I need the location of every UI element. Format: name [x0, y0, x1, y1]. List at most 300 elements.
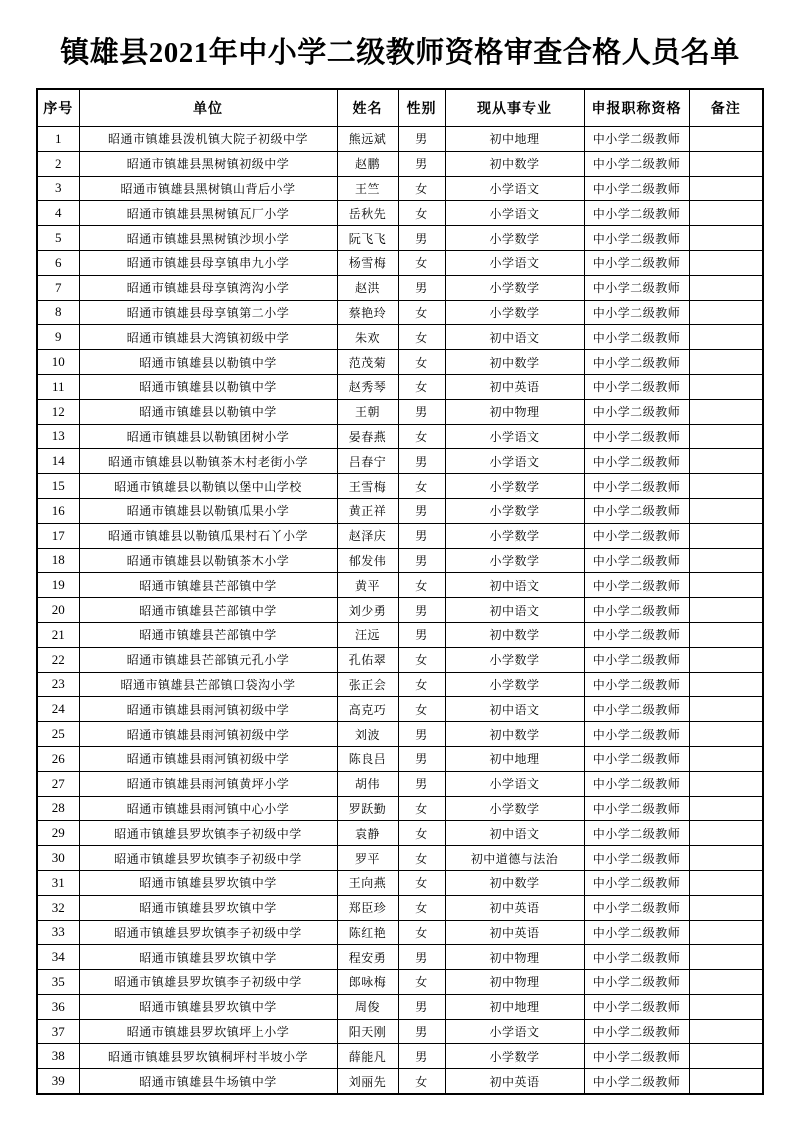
header-remark: 备注 — [689, 89, 763, 127]
cell-name: 赵洪 — [337, 275, 398, 300]
cell-gender: 女 — [398, 672, 445, 697]
cell-unit: 昭通市镇雄县黑树镇瓦厂小学 — [79, 201, 337, 226]
table-row — [37, 895, 763, 920]
cell-gender: 女 — [398, 970, 445, 995]
cell-name: 袁静 — [337, 821, 398, 846]
cell-qualification: 中小学二级教师 — [584, 474, 689, 499]
cell-name: 郑臣珍 — [337, 895, 398, 920]
table-row — [37, 1069, 763, 1094]
cell-unit: 昭通市镇雄县以勒镇中学 — [79, 374, 337, 399]
cell-gender: 男 — [398, 523, 445, 548]
cell-gender: 女 — [398, 920, 445, 945]
cell-unit: 昭通市镇雄县罗坎镇李子初级中学 — [79, 846, 337, 871]
cell-qualification: 中小学二级教师 — [584, 920, 689, 945]
cell-unit: 昭通市镇雄县芒部镇中学 — [79, 598, 337, 623]
cell-unit: 昭通市镇雄县罗坎镇李子初级中学 — [79, 821, 337, 846]
cell-gender: 男 — [398, 598, 445, 623]
cell-no: 14 — [37, 449, 79, 474]
cell-no: 24 — [37, 697, 79, 722]
cell-remark — [689, 920, 763, 945]
cell-name: 王竺 — [337, 176, 398, 201]
cell-no: 26 — [37, 746, 79, 771]
header-no: 序号 — [37, 89, 79, 127]
cell-remark — [689, 250, 763, 275]
cell-remark — [689, 449, 763, 474]
table-row — [37, 920, 763, 945]
cell-unit: 昭通市镇雄县以勒镇以堡中山学校 — [79, 474, 337, 499]
cell-gender: 男 — [398, 498, 445, 523]
cell-no: 1 — [37, 127, 79, 152]
cell-subject: 小学数学 — [445, 548, 584, 573]
cell-subject: 初中物理 — [445, 399, 584, 424]
cell-no: 20 — [37, 598, 79, 623]
table-row — [37, 821, 763, 846]
cell-gender: 男 — [398, 722, 445, 747]
table-row — [37, 746, 763, 771]
cell-qualification: 中小学二级教师 — [584, 1069, 689, 1094]
cell-gender: 男 — [398, 1019, 445, 1044]
table-row — [37, 350, 763, 375]
cell-subject: 初中语文 — [445, 697, 584, 722]
cell-remark — [689, 970, 763, 995]
header-unit: 单位 — [79, 89, 337, 127]
cell-gender: 女 — [398, 250, 445, 275]
cell-qualification: 中小学二级教师 — [584, 994, 689, 1019]
cell-unit: 昭通市镇雄县雨河镇中心小学 — [79, 796, 337, 821]
header-qualification: 申报职称资格 — [584, 89, 689, 127]
cell-gender: 男 — [398, 622, 445, 647]
cell-remark — [689, 523, 763, 548]
cell-no: 31 — [37, 870, 79, 895]
cell-unit: 昭通市镇雄县雨河镇初级中学 — [79, 697, 337, 722]
cell-remark — [689, 746, 763, 771]
cell-remark — [689, 722, 763, 747]
cell-subject: 初中英语 — [445, 895, 584, 920]
cell-gender: 女 — [398, 647, 445, 672]
cell-unit: 昭通市镇雄县黑树镇山背后小学 — [79, 176, 337, 201]
cell-subject: 小学语文 — [445, 1019, 584, 1044]
cell-no: 11 — [37, 374, 79, 399]
cell-gender: 女 — [398, 821, 445, 846]
table-row — [37, 771, 763, 796]
cell-unit: 昭通市镇雄县母享镇第二小学 — [79, 300, 337, 325]
cell-gender: 女 — [398, 176, 445, 201]
cell-unit: 昭通市镇雄县母享镇串九小学 — [79, 250, 337, 275]
table-row — [37, 672, 763, 697]
cell-subject: 初中地理 — [445, 746, 584, 771]
cell-name: 陈红艳 — [337, 920, 398, 945]
cell-subject: 初中地理 — [445, 994, 584, 1019]
cell-gender: 女 — [398, 201, 445, 226]
cell-no: 32 — [37, 895, 79, 920]
cell-subject: 初中数学 — [445, 350, 584, 375]
cell-remark — [689, 895, 763, 920]
cell-unit: 昭通市镇雄县以勒镇茶木小学 — [79, 548, 337, 573]
cell-qualification: 中小学二级教师 — [584, 895, 689, 920]
cell-no: 17 — [37, 523, 79, 548]
cell-remark — [689, 151, 763, 176]
header-name: 姓名 — [337, 89, 398, 127]
cell-remark — [689, 945, 763, 970]
table-row — [37, 647, 763, 672]
cell-gender: 女 — [398, 796, 445, 821]
table-row — [37, 374, 763, 399]
table-row — [37, 573, 763, 598]
cell-subject: 初中语文 — [445, 821, 584, 846]
table-row — [37, 399, 763, 424]
cell-name: 罗平 — [337, 846, 398, 871]
cell-subject: 小学数学 — [445, 474, 584, 499]
cell-subject: 初中英语 — [445, 1069, 584, 1094]
table-row — [37, 127, 763, 152]
cell-gender: 男 — [398, 945, 445, 970]
cell-subject: 初中物理 — [445, 970, 584, 995]
cell-name: 王朝 — [337, 399, 398, 424]
cell-remark — [689, 771, 763, 796]
cell-unit: 昭通市镇雄县雨河镇初级中学 — [79, 722, 337, 747]
cell-subject: 小学数学 — [445, 300, 584, 325]
cell-no: 2 — [37, 151, 79, 176]
cell-subject: 小学语文 — [445, 449, 584, 474]
cell-name: 赵泽庆 — [337, 523, 398, 548]
cell-remark — [689, 275, 763, 300]
cell-remark — [689, 598, 763, 623]
cell-name: 程安勇 — [337, 945, 398, 970]
table-row — [37, 598, 763, 623]
cell-no: 10 — [37, 350, 79, 375]
cell-gender: 男 — [398, 127, 445, 152]
cell-no: 36 — [37, 994, 79, 1019]
cell-remark — [689, 374, 763, 399]
cell-unit: 昭通市镇雄县以勒镇瓜果村石丫小学 — [79, 523, 337, 548]
cell-gender: 男 — [398, 151, 445, 176]
cell-unit: 昭通市镇雄县以勒镇团树小学 — [79, 424, 337, 449]
cell-remark — [689, 424, 763, 449]
cell-remark — [689, 1069, 763, 1094]
cell-name: 阳天刚 — [337, 1019, 398, 1044]
table-row — [37, 523, 763, 548]
cell-unit: 昭通市镇雄县黑树镇初级中学 — [79, 151, 337, 176]
cell-qualification: 中小学二级教师 — [584, 151, 689, 176]
cell-gender: 女 — [398, 300, 445, 325]
cell-qualification: 中小学二级教师 — [584, 622, 689, 647]
cell-remark — [689, 176, 763, 201]
table-row — [37, 176, 763, 201]
table-row — [37, 846, 763, 871]
header-gender: 性别 — [398, 89, 445, 127]
cell-qualification: 中小学二级教师 — [584, 201, 689, 226]
cell-no: 39 — [37, 1069, 79, 1094]
cell-name: 陈良吕 — [337, 746, 398, 771]
cell-qualification: 中小学二级教师 — [584, 970, 689, 995]
table-row — [37, 870, 763, 895]
table-row — [37, 300, 763, 325]
cell-name: 郎咏梅 — [337, 970, 398, 995]
cell-gender: 女 — [398, 325, 445, 350]
cell-subject: 初中地理 — [445, 127, 584, 152]
header-subject: 现从事专业 — [445, 89, 584, 127]
cell-subject: 初中物理 — [445, 945, 584, 970]
cell-subject: 小学数学 — [445, 672, 584, 697]
cell-unit: 昭通市镇雄县罗坎镇中学 — [79, 895, 337, 920]
cell-subject: 小学语文 — [445, 201, 584, 226]
cell-subject: 初中语文 — [445, 598, 584, 623]
cell-qualification: 中小学二级教师 — [584, 374, 689, 399]
cell-qualification: 中小学二级教师 — [584, 1044, 689, 1069]
cell-unit: 昭通市镇雄县罗坎镇坪上小学 — [79, 1019, 337, 1044]
cell-gender: 男 — [398, 275, 445, 300]
cell-unit: 昭通市镇雄县大湾镇初级中学 — [79, 325, 337, 350]
cell-qualification: 中小学二级教师 — [584, 796, 689, 821]
cell-name: 郁发伟 — [337, 548, 398, 573]
cell-subject: 小学数学 — [445, 796, 584, 821]
cell-no: 9 — [37, 325, 79, 350]
cell-unit: 昭通市镇雄县罗坎镇中学 — [79, 870, 337, 895]
table-row — [37, 970, 763, 995]
cell-qualification: 中小学二级教师 — [584, 498, 689, 523]
cell-remark — [689, 548, 763, 573]
cell-subject: 初中数学 — [445, 622, 584, 647]
cell-remark — [689, 573, 763, 598]
cell-subject: 小学语文 — [445, 250, 584, 275]
cell-subject: 小学语文 — [445, 424, 584, 449]
table-row — [37, 424, 763, 449]
cell-gender: 女 — [398, 1069, 445, 1094]
cell-qualification: 中小学二级教师 — [584, 226, 689, 251]
cell-name: 胡伟 — [337, 771, 398, 796]
cell-unit: 昭通市镇雄县雨河镇初级中学 — [79, 746, 337, 771]
cell-subject: 初中英语 — [445, 920, 584, 945]
cell-remark — [689, 1019, 763, 1044]
cell-unit: 昭通市镇雄县芒部镇口袋沟小学 — [79, 672, 337, 697]
table-row — [37, 796, 763, 821]
cell-remark — [689, 697, 763, 722]
cell-remark — [689, 622, 763, 647]
cell-gender: 男 — [398, 994, 445, 1019]
table-row — [37, 697, 763, 722]
cell-subject: 初中道德与法治 — [445, 846, 584, 871]
cell-subject: 小学数学 — [445, 1044, 584, 1069]
cell-no: 3 — [37, 176, 79, 201]
cell-unit: 昭通市镇雄县雨河镇黄坪小学 — [79, 771, 337, 796]
cell-no: 12 — [37, 399, 79, 424]
cell-no: 8 — [37, 300, 79, 325]
cell-unit: 昭通市镇雄县罗坎镇中学 — [79, 994, 337, 1019]
cell-qualification: 中小学二级教师 — [584, 176, 689, 201]
cell-name: 赵秀琴 — [337, 374, 398, 399]
cell-subject: 初中数学 — [445, 151, 584, 176]
cell-qualification: 中小学二级教师 — [584, 325, 689, 350]
cell-gender: 男 — [398, 226, 445, 251]
cell-name: 高克巧 — [337, 697, 398, 722]
cell-remark — [689, 846, 763, 871]
cell-qualification: 中小学二级教师 — [584, 672, 689, 697]
cell-qualification: 中小学二级教师 — [584, 424, 689, 449]
cell-name: 岳秋先 — [337, 201, 398, 226]
cell-gender: 男 — [398, 548, 445, 573]
table-row — [37, 945, 763, 970]
cell-no: 25 — [37, 722, 79, 747]
cell-unit: 昭通市镇雄县以勒镇瓜果小学 — [79, 498, 337, 523]
cell-gender: 女 — [398, 424, 445, 449]
cell-name: 汪远 — [337, 622, 398, 647]
cell-name: 蔡艳玲 — [337, 300, 398, 325]
table-row — [37, 994, 763, 1019]
cell-qualification: 中小学二级教师 — [584, 746, 689, 771]
cell-no: 18 — [37, 548, 79, 573]
cell-no: 21 — [37, 622, 79, 647]
cell-no: 33 — [37, 920, 79, 945]
cell-unit: 昭通市镇雄县罗坎镇中学 — [79, 945, 337, 970]
cell-no: 29 — [37, 821, 79, 846]
cell-gender: 男 — [398, 771, 445, 796]
cell-remark — [689, 672, 763, 697]
cell-remark — [689, 498, 763, 523]
cell-qualification: 中小学二级教师 — [584, 846, 689, 871]
cell-subject: 初中语文 — [445, 325, 584, 350]
table-row — [37, 325, 763, 350]
cell-qualification: 中小学二级教师 — [584, 573, 689, 598]
cell-gender: 女 — [398, 895, 445, 920]
table-row — [37, 622, 763, 647]
cell-subject: 小学数学 — [445, 647, 584, 672]
cell-gender: 男 — [398, 1044, 445, 1069]
cell-gender: 男 — [398, 449, 445, 474]
cell-subject: 初中数学 — [445, 722, 584, 747]
cell-no: 6 — [37, 250, 79, 275]
cell-remark — [689, 300, 763, 325]
cell-qualification: 中小学二级教师 — [584, 945, 689, 970]
cell-remark — [689, 1044, 763, 1069]
cell-name: 吕春宁 — [337, 449, 398, 474]
cell-subject: 小学数学 — [445, 226, 584, 251]
table-row — [37, 226, 763, 251]
roster-table-body — [37, 127, 763, 1095]
cell-qualification: 中小学二级教师 — [584, 127, 689, 152]
table-row — [37, 201, 763, 226]
cell-name: 张正会 — [337, 672, 398, 697]
cell-remark — [689, 201, 763, 226]
cell-qualification: 中小学二级教师 — [584, 399, 689, 424]
cell-qualification: 中小学二级教师 — [584, 300, 689, 325]
cell-subject: 初中英语 — [445, 374, 584, 399]
cell-name: 阮飞飞 — [337, 226, 398, 251]
cell-unit: 昭通市镇雄县罗坎镇李子初级中学 — [79, 970, 337, 995]
cell-no: 28 — [37, 796, 79, 821]
cell-no: 35 — [37, 970, 79, 995]
cell-name: 黄正祥 — [337, 498, 398, 523]
cell-qualification: 中小学二级教师 — [584, 350, 689, 375]
table-row — [37, 474, 763, 499]
table-row — [37, 151, 763, 176]
cell-name: 罗跃勤 — [337, 796, 398, 821]
cell-qualification: 中小学二级教师 — [584, 821, 689, 846]
cell-unit: 昭通市镇雄县罗坎镇桐坪村半坡小学 — [79, 1044, 337, 1069]
cell-no: 38 — [37, 1044, 79, 1069]
cell-no: 19 — [37, 573, 79, 598]
cell-name: 周俊 — [337, 994, 398, 1019]
roster-table — [36, 88, 764, 1095]
cell-no: 5 — [37, 226, 79, 251]
cell-name: 王向燕 — [337, 870, 398, 895]
cell-name: 黄平 — [337, 573, 398, 598]
cell-unit: 昭通市镇雄县以勒镇中学 — [79, 350, 337, 375]
cell-name: 熊远斌 — [337, 127, 398, 152]
cell-gender: 女 — [398, 474, 445, 499]
cell-qualification: 中小学二级教师 — [584, 697, 689, 722]
cell-remark — [689, 474, 763, 499]
cell-subject: 小学语文 — [445, 176, 584, 201]
cell-name: 王雪梅 — [337, 474, 398, 499]
cell-remark — [689, 821, 763, 846]
cell-name: 刘丽先 — [337, 1069, 398, 1094]
cell-no: 15 — [37, 474, 79, 499]
cell-no: 22 — [37, 647, 79, 672]
page-title: 镇雄县2021年中小学二级教师资格审查合格人员名单 — [60, 37, 740, 69]
cell-subject: 小学语文 — [445, 771, 584, 796]
cell-name: 薛能凡 — [337, 1044, 398, 1069]
cell-remark — [689, 796, 763, 821]
cell-name: 孔佑翠 — [337, 647, 398, 672]
cell-subject: 小学数学 — [445, 523, 584, 548]
cell-remark — [689, 325, 763, 350]
table-row — [37, 250, 763, 275]
cell-qualification: 中小学二级教师 — [584, 250, 689, 275]
cell-no: 23 — [37, 672, 79, 697]
cell-no: 4 — [37, 201, 79, 226]
table-row — [37, 1044, 763, 1069]
cell-qualification: 中小学二级教师 — [584, 722, 689, 747]
cell-qualification: 中小学二级教师 — [584, 870, 689, 895]
table-row — [37, 1019, 763, 1044]
cell-qualification: 中小学二级教师 — [584, 647, 689, 672]
cell-unit: 昭通市镇雄县以勒镇中学 — [79, 399, 337, 424]
cell-remark — [689, 870, 763, 895]
cell-name: 杨雪梅 — [337, 250, 398, 275]
cell-qualification: 中小学二级教师 — [584, 548, 689, 573]
cell-gender: 女 — [398, 697, 445, 722]
cell-remark — [689, 127, 763, 152]
cell-name: 赵鹏 — [337, 151, 398, 176]
cell-remark — [689, 647, 763, 672]
cell-unit: 昭通市镇雄县罗坎镇李子初级中学 — [79, 920, 337, 945]
cell-subject: 初中数学 — [445, 870, 584, 895]
cell-qualification: 中小学二级教师 — [584, 598, 689, 623]
cell-gender: 女 — [398, 573, 445, 598]
cell-remark — [689, 399, 763, 424]
cell-subject: 小学数学 — [445, 275, 584, 300]
cell-gender: 女 — [398, 374, 445, 399]
cell-no: 7 — [37, 275, 79, 300]
cell-unit: 昭通市镇雄县母享镇湾沟小学 — [79, 275, 337, 300]
cell-no: 34 — [37, 945, 79, 970]
cell-subject: 小学数学 — [445, 498, 584, 523]
cell-unit: 昭通市镇雄县芒部镇中学 — [79, 622, 337, 647]
cell-name: 范茂菊 — [337, 350, 398, 375]
cell-unit: 昭通市镇雄县芒部镇元孔小学 — [79, 647, 337, 672]
cell-name: 刘少勇 — [337, 598, 398, 623]
cell-name: 朱欢 — [337, 325, 398, 350]
cell-no: 27 — [37, 771, 79, 796]
cell-gender: 女 — [398, 846, 445, 871]
cell-no: 37 — [37, 1019, 79, 1044]
table-row — [37, 722, 763, 747]
cell-qualification: 中小学二级教师 — [584, 523, 689, 548]
cell-no: 16 — [37, 498, 79, 523]
cell-remark — [689, 226, 763, 251]
cell-unit: 昭通市镇雄县泼机镇大院子初级中学 — [79, 127, 337, 152]
table-row — [37, 548, 763, 573]
